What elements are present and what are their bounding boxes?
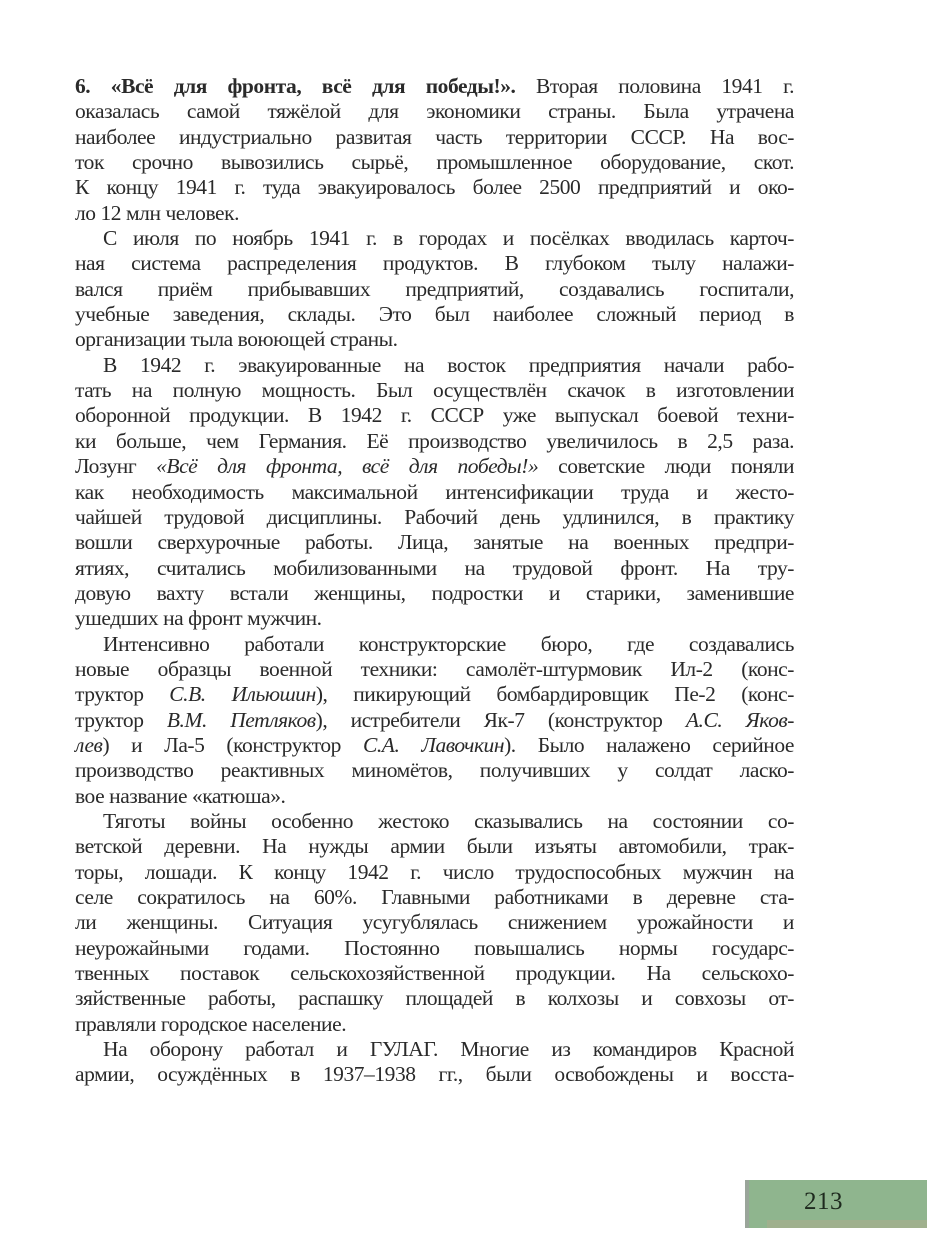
text-segment: К концу 1941 г. туда эвакуировалось более 2500 предприятий и око- [75,175,794,200]
text-segment: ушедших на фронт мужчин. [75,606,322,631]
text-segment: На оборону работал и ГУЛАГ. Многие из командиров Красной [103,1037,794,1062]
text-segment: ), истребители Як-7 (конструктор [315,707,686,732]
text-line [75,353,794,378]
text-line [75,454,794,479]
text-line [75,327,794,352]
italic-text: «Всё для фронта, всё для победы!» [156,454,539,479]
italic-text: С.В. Ильюшин [169,682,316,707]
text-line [75,784,794,809]
text-segment: Лозунг [75,454,157,479]
text-line [75,657,794,682]
italic-text: В.М. Петляков [166,707,316,732]
text-line [75,226,794,251]
text-line [75,1062,794,1087]
text-line [75,175,794,200]
text-line [75,606,794,631]
text-line [75,758,794,783]
page-number: 213 [804,1188,843,1215]
text-segment: вое название «катюша». [75,783,286,808]
text-segment: селе сократилось на 60%. Главными работниками в деревне ста- [75,885,794,909]
italic-text: С.А. Лавочкин [362,732,505,757]
text-segment: оказалась самой тяжёлой для экономики страны. Была утрачена [75,99,794,124]
text-segment: твенных поставок сельскохозяйственной продукции. На сельскохо- [75,961,794,986]
text-line [75,961,794,986]
text-segment: тать на полную мощность. Был осуществлён скачок в изготовлении [75,378,794,403]
text-line [75,125,794,150]
text-segment: ветской деревни. На нужды армии были изъяты автомобили, трак- [75,834,794,859]
text-segment: чайшей трудовой дисциплины. Рабочий день удлинился, в практику [75,504,794,529]
text-line [75,581,794,606]
text-segment: советские люди поняли [538,454,795,479]
page-number-tab-strip [767,1220,927,1228]
text-line [75,682,794,707]
text-segment: торы, лошади. К концу 1942 г. число трудоспособных мужчин на [75,859,794,884]
text-segment: организации тыла воюющей страны. [75,327,398,352]
text-segment: новые образцы военной техники: самолёт-штурмовик Ил-2 (конс- [75,656,794,681]
text-line [75,480,794,505]
text-segment: В 1942 г. эвакуированные на восток предприятия начали рабо- [103,352,794,377]
text-segment: вошли сверхурочные работы. Лица, занятые на военных предпри- [75,530,794,555]
text-segment: Тяготы войны особенно жестоко сказывались на состоянии со- [103,808,794,833]
text-segment: как необходимость максимальной интенсификации труда и жесто- [75,479,794,504]
text-segment: ) и Ла-5 (конструктор [102,732,363,757]
text-segment: ятиях, считались мобилизованными на трудовой фронт. На тру- [75,555,794,580]
text-line [75,302,794,327]
text-segment: труктор [75,682,170,707]
text-segment: ток срочно вывозились сырьё, промышленное оборудование, скот. [75,150,794,175]
text-segment: наиболее индустриально развитая часть территории СССР. На вос- [75,124,794,149]
page-number-tab [745,1180,927,1228]
text-segment: ло 12 млн человек. [75,200,240,225]
text-segment: неурожайными годами. Постоянно повышались нормы государс- [75,935,794,960]
text-segment: Вторая половина 1941 г. [515,74,794,98]
text-line [75,505,794,530]
text-line [75,632,794,657]
italic-text: А.С. Яков- [685,707,794,732]
text-segment: ная система распределения продуктов. В глубоком тылу налажи- [75,251,794,276]
text-line [75,530,794,555]
text-line [75,99,794,124]
text-segment: ли женщины. Ситуация усугублялась снижением урожайности и [75,910,794,935]
text-line [75,860,794,885]
text-line [75,251,794,276]
text-segment: ). Было налажено серийное [504,732,795,757]
italic-text: лев [75,732,103,757]
text-line [75,936,794,961]
text-segment: зяйственные работы, распашку площадей в колхозы и совхозы от- [75,986,794,1011]
text-line [75,834,794,859]
text-line [75,403,794,428]
section-heading: 6. «Всё для фронта, всё для победы!». [75,74,516,98]
text-segment: труктор [75,707,167,732]
text-line [75,733,794,758]
text-line [75,150,794,175]
text-segment: производство реактивных миномётов, получивших у солдат ласко- [75,758,794,783]
text-line [75,910,794,935]
text-segment: Интенсивно работали конструкторские бюро, где создавались [103,631,794,656]
text-segment: вался приём прибывавших предприятий, создавались госпитали, [75,276,794,301]
text-segment: ), пикирующий бомбардировщик Пе-2 (конс- [315,682,794,707]
text-line [75,1012,794,1037]
text-line [75,74,794,99]
text-segment: правляли городское население. [75,1011,347,1036]
text-segment: учебные заведения, склады. Это был наиболее сложный период в [75,302,794,327]
text-segment: довую вахту встали женщины, подростки и старики, заменившие [75,580,794,605]
text-segment: оборонной продукции. В 1942 г. СССР уже выпускал боевой техни- [75,403,794,428]
text-line [75,885,794,910]
text-segment: армии, осуждённых в 1937–1938 гг., были освобождены и восста- [75,1062,794,1087]
text-line [75,429,794,454]
text-line [75,201,794,226]
text-line [75,986,794,1011]
text-line [75,277,794,302]
text-line [75,809,794,834]
text-line [75,1037,794,1062]
text-line [75,708,794,733]
page-body-text [75,74,794,1088]
text-segment: С июля по ноябрь 1941 г. в городах и посёлках вводилась карточ- [103,226,794,251]
text-line [75,378,794,403]
text-line [75,556,794,581]
text-segment: ки больше, чем Германия. Её производство увеличилось в 2,5 раза. [75,428,794,453]
